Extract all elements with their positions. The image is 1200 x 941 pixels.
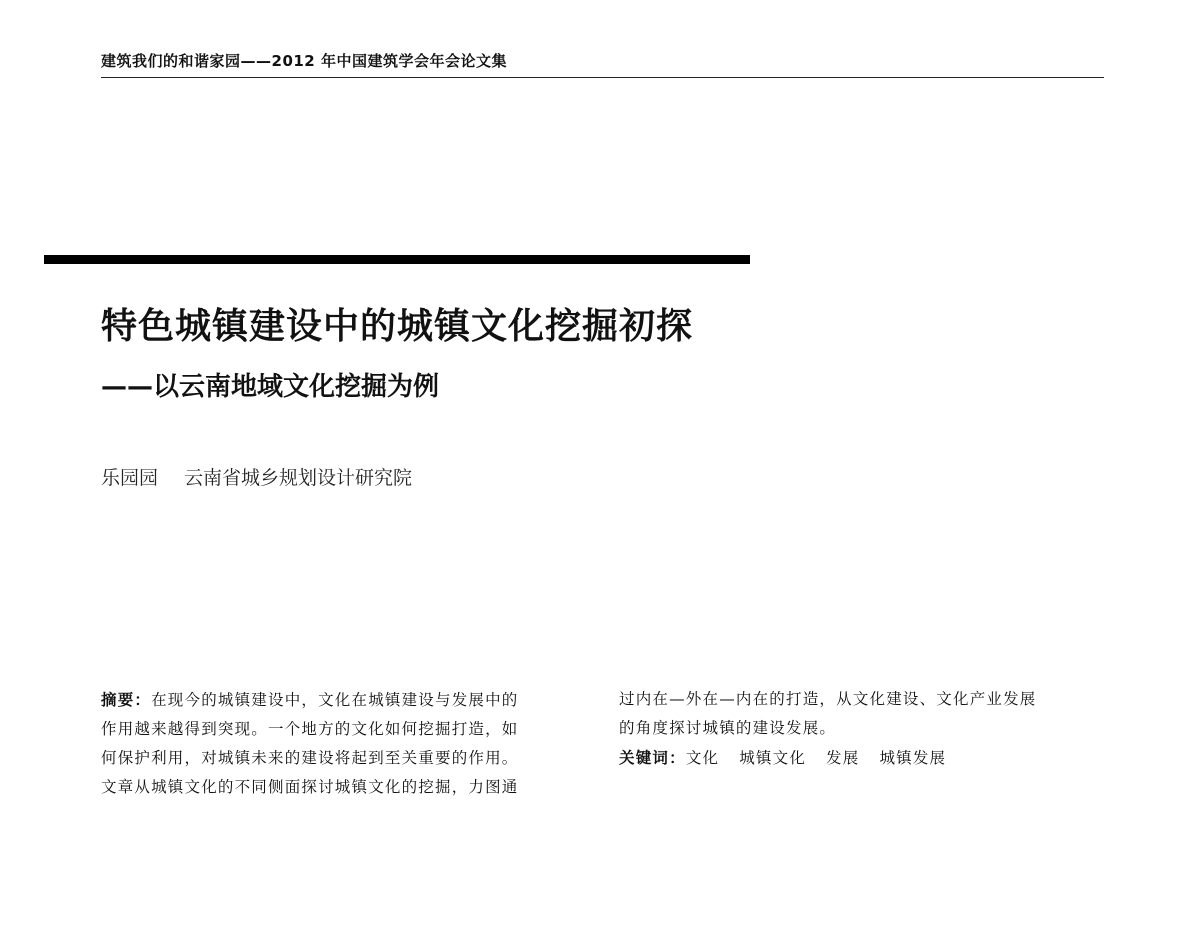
byline — [101, 463, 412, 490]
abstract-line: 作用越来越得到突现。一个地方的文化如何挖掘打造，如 — [101, 720, 519, 738]
abstract-line — [101, 685, 591, 715]
abstract-label: 摘要： — [101, 690, 152, 709]
abstract-text: 在现今的城镇建设中，文化在城镇建设与发展中的 — [151, 691, 519, 709]
title-bar — [44, 255, 750, 264]
keyword: 城镇文化 — [739, 749, 807, 767]
keywords-label: 关键词： — [619, 748, 686, 767]
keyword: 发展 — [826, 749, 860, 767]
keyword: 城镇发展 — [879, 749, 947, 767]
keywords-line — [619, 743, 1111, 773]
abstract-line: 文章从城镇文化的不同侧面探讨城镇文化的挖掘，力图通 — [101, 778, 519, 796]
abstract-line: 何保护利用，对城镇未来的建设将起到至关重要的作用。 — [101, 749, 519, 767]
running-header: 建筑我们的和谐家园——2012 年中国建筑学会年会论文集 — [101, 52, 507, 70]
article-title: 特色城镇建设中的城镇文化挖掘初探 — [101, 306, 694, 347]
author-name: 乐园园 — [101, 467, 159, 489]
article-subtitle: ——以云南地域文化挖掘为例 — [101, 372, 440, 402]
abstract-left-column — [101, 685, 591, 802]
abstract-right-column — [619, 685, 1111, 773]
author-affiliation: 云南省城乡规划设计研究院 — [184, 467, 413, 489]
header-rule — [101, 77, 1104, 78]
abstract-line: 的角度探讨城镇的建设发展。 — [619, 719, 837, 737]
abstract-line: 过内在—外在—内在的打造，从文化建设、文化产业发展 — [619, 690, 1037, 708]
keyword: 文化 — [685, 749, 720, 767]
